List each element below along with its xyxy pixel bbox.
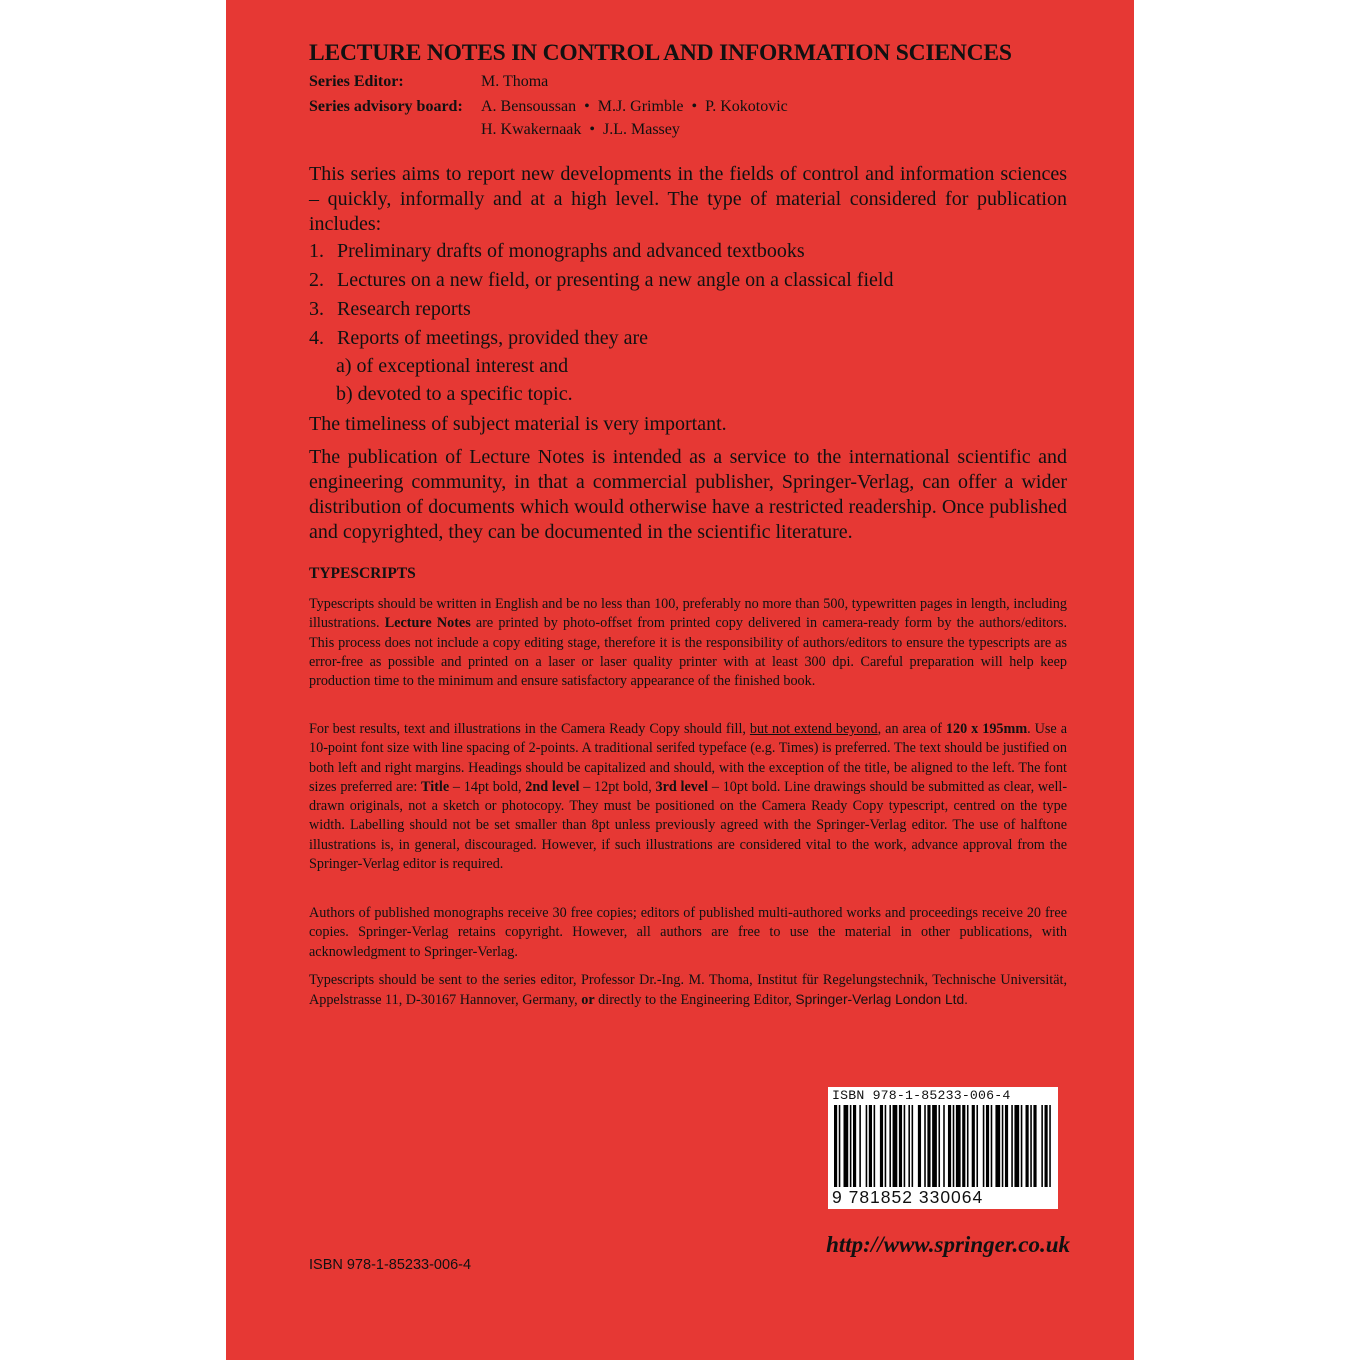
text-span: directly to the Engineering Editor, [598,992,792,1009]
area-bold: 120 x 195mm [945,721,1028,737]
text-span: – 10pt bold. Line drawings should be submitted as clear, well-drawn originals, not a sketch or photocopy. They must be positioned on the Camera Ready Copy typescript, centred on the type width. Labelling should not be set smaller than 8pt unless previously agreed with the Springer-Verlag editor. The use of halftone illustrations is, in general, discouraged. However, if such illustrations are considered vital to the work, advance approval from the Springer-Verlag editor is required. [309,778,1068,873]
barcode-bars [834,1105,1054,1187]
list-number: 2. [309,269,324,291]
advisory-board-label: Series advisory board: [309,98,463,115]
text-span: For best results, text and illustrations in the Camera Ready Copy should fill, [309,721,746,737]
list-item [309,327,648,350]
timeliness-statement: The timeliness of subject material is very important. [309,413,727,435]
intro-paragraph: This series aims to report new developments in the fields of control and information sciences – quickly, informally and at a high level. The type of material considered for publication includes: [309,163,1067,235]
list-number: 4. [309,327,324,349]
advisory-board-line2: H. Kwakernaak • J.L. Massey [481,121,680,138]
springer-london-name: Springer-Verlag London Ltd. [795,992,968,1008]
list-text: Preliminary drafts of monographs and advanced textbooks [337,240,805,262]
advisory-board-line1: A. Bensoussan • M.J. Grimble • P. Kokotovic [481,98,788,115]
second-level-bold: 2nd level [525,778,580,795]
list-text: Research reports [337,298,471,320]
typescripts-heading: TYPESCRIPTS [309,565,416,582]
list-item [309,240,805,263]
text-span: are printed by photo-offset from printed copy delivered in camera-ready form by the authors/editors. This process does not include a copy editing stage, therefore it is the responsibility of authors/editors to ensure the typescripts are as error-free as possible and printed on a laser or laser quality printer with at least 300 dpi. Careful preparation will help keep production time to the minimum and ensure satisfactory appearance of the finished book. [309,615,1067,690]
list-number: 1. [309,240,324,262]
series-editor-label: Series Editor: [309,73,404,90]
typescripts-paragraph-1 [309,595,1067,691]
sub-list-text: devoted to a specific topic. [357,383,573,405]
underlined-phrase: but not extend beyond [749,721,878,737]
barcode-ean-digits: 9 781852 330064 [832,1187,984,1207]
series-title: LECTURE NOTES IN CONTROL AND INFORMATION SCIENCES [309,40,1012,66]
sub-list-letter: b) [336,383,353,405]
lecture-notes-bold: Lecture Notes [384,615,471,632]
text-span: . Use a 10-point font size with line spacing of 2-points. A traditional serifed typeface (e.g. Times) is preferred. The text should be justified on both left and right margins. Headings should be capitalized and should, with the exception of the title, be aligned to the left. The font sizes preferred are: [309,721,1067,795]
publication-paragraph: The publication of Lecture Notes is intended as a service to the international scientific and engineering community, in that a commercial publisher, Springer-Verlag, can offer a wider distribution of documents which would otherwise have a restricted readership. Once published and copyrighted, they can be documented in the scientific literature. [309,446,1067,543]
or-bold: or [581,992,595,1009]
text-span: – 12pt bold, [583,778,652,795]
sub-list-letter: a) [336,355,352,377]
title-bold: Title [421,778,450,795]
list-item [309,269,893,292]
typescripts-paragraph-3: Authors of published monographs receive 30 free copies; editors of published multi-authored works and proceedings receive 20 free copies. Springer-Verlag retains copyright. However, all authors are free to use the material in other publications, with acknowledgment to Springer-Verlag. [309,905,1067,960]
sub-list-item [336,383,573,406]
list-number: 3. [309,298,324,320]
typescripts-paragraph-4 [309,971,1067,1011]
isbn-bottom: ISBN 978-1-85233-006-4 [309,1257,472,1273]
sub-list-text: of exceptional interest and [356,355,569,377]
list-item [309,298,471,321]
typescripts-paragraph-2 [309,720,1067,874]
text-span: Typescripts should be sent to the series editor, Professor Dr.-Ing. M. Thoma, Institut für Regelungstechnik, Technische Universität, Appelstrasse 11, D-30167 Hannover, Germany, [309,972,1067,1009]
list-text: Lectures on a new field, or presenting a new angle on a classical field [337,269,894,291]
series-editor-value: M. Thoma [481,73,549,90]
sub-list-item [336,355,568,378]
third-level-bold: 3rd level [655,778,709,795]
text-span: Typescripts should be written in English and be no less than 100, preferably no more than 500, typewritten pages in length, including illustrations. [309,596,1067,632]
barcode-isbn-text: ISBN 978-1-85233-006-4 [832,1088,1011,1103]
text-span: , an area of [877,721,942,737]
text-span: – 14pt bold, [452,778,522,795]
list-text: Reports of meetings, provided they are [337,327,649,349]
publisher-url[interactable]: http://www.springer.co.uk [826,1232,1070,1257]
